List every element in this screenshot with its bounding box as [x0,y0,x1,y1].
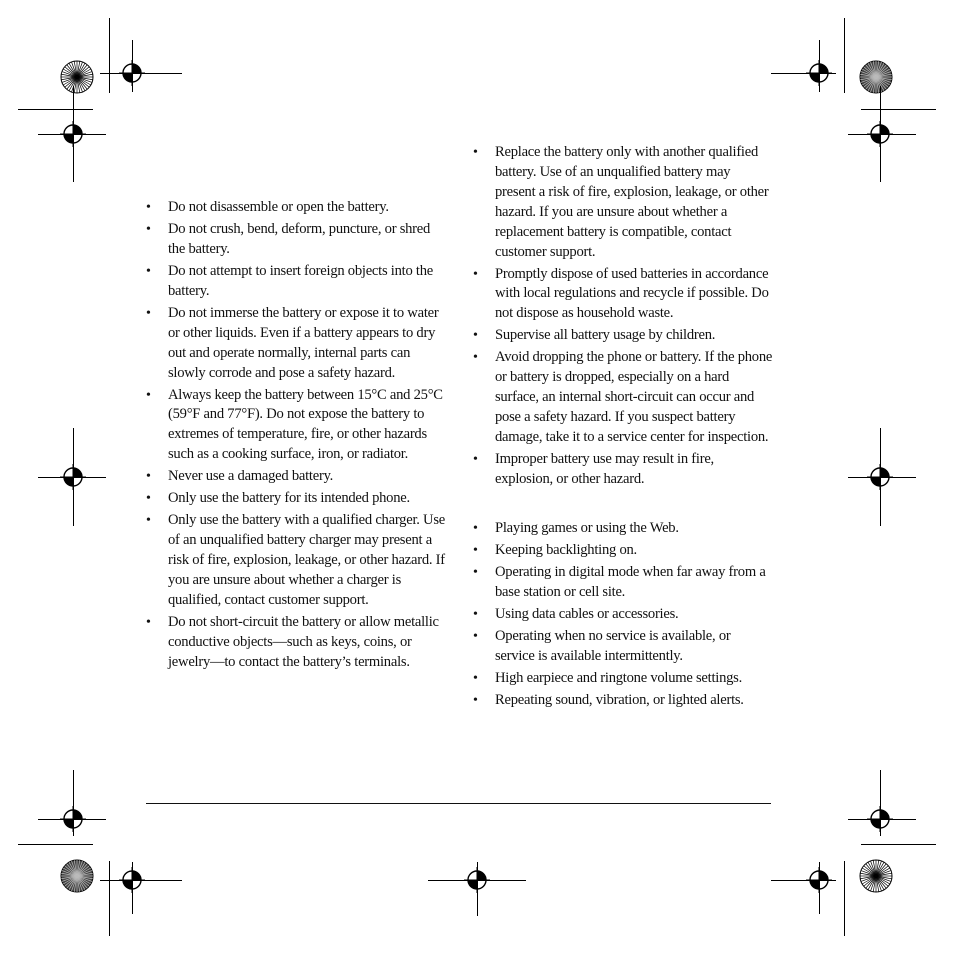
list-item [146,467,446,487]
left-column [146,198,446,675]
registration-crosshair-icon [119,60,145,86]
bullet-glyph: • [473,145,478,160]
bullet-glyph: • [473,542,478,558]
bullet-glyph: • [146,513,151,529]
bullet-glyph: • [473,266,478,282]
registration-crosshair-icon [60,464,86,490]
registration-crosshair-icon [806,60,832,86]
color-registration-starburst-icon [59,59,95,95]
bullet-glyph: • [473,692,478,708]
list-item-text: Do not disassemble or open the battery. [168,199,389,215]
registration-crosshair-icon [867,464,893,490]
color-registration-starburst-icon [858,858,894,894]
registration-crosshair-icon [60,806,86,832]
list-item-text: Avoid dropping the phone or battery. If the phone or battery is dropped, especially on a hard surface, an internal short-circuit can occur and pose a safety hazard. If you suspect battery damage, take it to a service center for inspection. [495,349,773,445]
list-item [473,143,773,262]
footer-rule [146,803,771,804]
list-item-text: Operating in digital mode when far away from a base station or cell site. [495,563,766,600]
color-registration-starburst-icon [858,59,894,95]
list-item-text: Do not short-circuit the battery or allow metallic conductive objects—such as keys, coins, or jewelry—to contact the battery’s terminals. [168,613,439,670]
battery-drain-list [473,519,773,711]
bullet-glyph: • [146,222,151,237]
registration-crosshair-icon [867,121,893,147]
registration-crosshair-icon [119,867,145,893]
bullet-glyph: • [146,263,151,279]
list-item [473,326,773,346]
list-item [473,627,773,667]
list-item-text: Never use a damaged battery. [168,468,334,485]
list-item [146,511,446,611]
list-item [473,669,773,689]
list-item [473,541,773,561]
list-item [146,220,446,260]
bullet-glyph: • [146,387,151,403]
list-item-text: Do not crush, bend, deform, puncture, or shred the battery. [168,221,431,257]
list-item [473,450,773,490]
crop-line [109,18,110,93]
list-item [146,386,446,466]
bullet-glyph: • [473,451,478,467]
list-item [473,691,773,711]
list-item-text: Replace the battery only with another qualified battery. Use of an unqualified battery may present a risk of fire, explosion, leakage, or other hazard. If you are unsure about whether a replacement battery is compatible, contact customer support. [495,144,769,260]
list-item [473,605,773,625]
registration-crosshair-icon [60,121,86,147]
bullet-glyph: • [146,491,151,507]
list-item-text: Promptly dispose of used batteries in accordance with local regulations and recycle if possible. Do not dispose as household waste. [495,265,769,322]
list-item [473,519,773,539]
list-item-text: Using data cables or accessories. [495,605,679,622]
list-item-text: Always keep the battery between 15°C and 25°C (59°F and 77°F). Do not expose the battery to extremes of temperature, fire, or other hazards such as a cooking surface, iron, or radiator. [168,386,443,463]
list-item-text: Playing games or using the Web. [495,519,679,536]
list-item [473,563,773,603]
registration-crosshair-icon [867,806,893,832]
list-item [146,613,446,673]
list-item-text: High earpiece and ringtone volume settings. [495,669,742,686]
crop-line [861,109,936,110]
list-item-text: Only use the battery for its intended phone. [168,490,410,507]
list-item [146,489,446,509]
bullet-glyph: • [473,520,478,536]
list-item-text: Supervise all battery usage by children. [495,327,716,344]
registration-crosshair-icon [464,867,490,893]
list-item [473,348,773,448]
list-item-text: Only use the battery with a qualified charger. Use of an unqualified battery charger may present a risk of fire, explosion, leakage, or other hazard. If you are unsure about whether a charger is qualified, contact customer support. [168,512,445,608]
list-item [146,262,446,302]
list-item-text: Do not immerse the battery or expose it to water or other liquids. Even if a battery appears to dry out and operate normally, internal parts can slowly corrode and pose a safety hazard. [168,304,439,381]
bullet-glyph: • [146,614,151,630]
bullet-glyph: • [146,305,151,321]
list-item-text: Keeping backlighting on. [495,541,637,558]
bullet-glyph: • [473,350,478,366]
battery-handling-list [473,143,773,490]
bullet-glyph: • [146,469,151,485]
bullet-glyph: • [146,200,151,215]
registration-crosshair-icon [806,867,832,893]
bullet-glyph: • [473,564,478,580]
list-item [146,304,446,384]
list-item-text: Repeating sound, vibration, or lighted alerts. [495,691,744,708]
bullet-glyph: • [473,328,478,344]
bullet-glyph: • [473,606,478,622]
crop-line [18,109,93,110]
list-item [473,265,773,325]
list-item-text: Do not attempt to insert foreign objects into the battery. [168,262,433,299]
bullet-glyph: • [473,670,478,686]
crop-line [844,861,845,936]
battery-precautions-list [146,198,446,673]
list-item-text: Improper battery use may result in fire, explosion, or other hazard. [495,450,714,487]
right-column [473,143,773,713]
crop-line [18,844,93,845]
color-registration-starburst-icon [59,858,95,894]
list-item-text: Operating when no service is available, or service is available intermittently. [495,627,731,664]
list-item [146,198,446,218]
crop-line [861,844,936,845]
crop-line [109,861,110,936]
bullet-glyph: • [473,628,478,644]
crop-line [844,18,845,93]
